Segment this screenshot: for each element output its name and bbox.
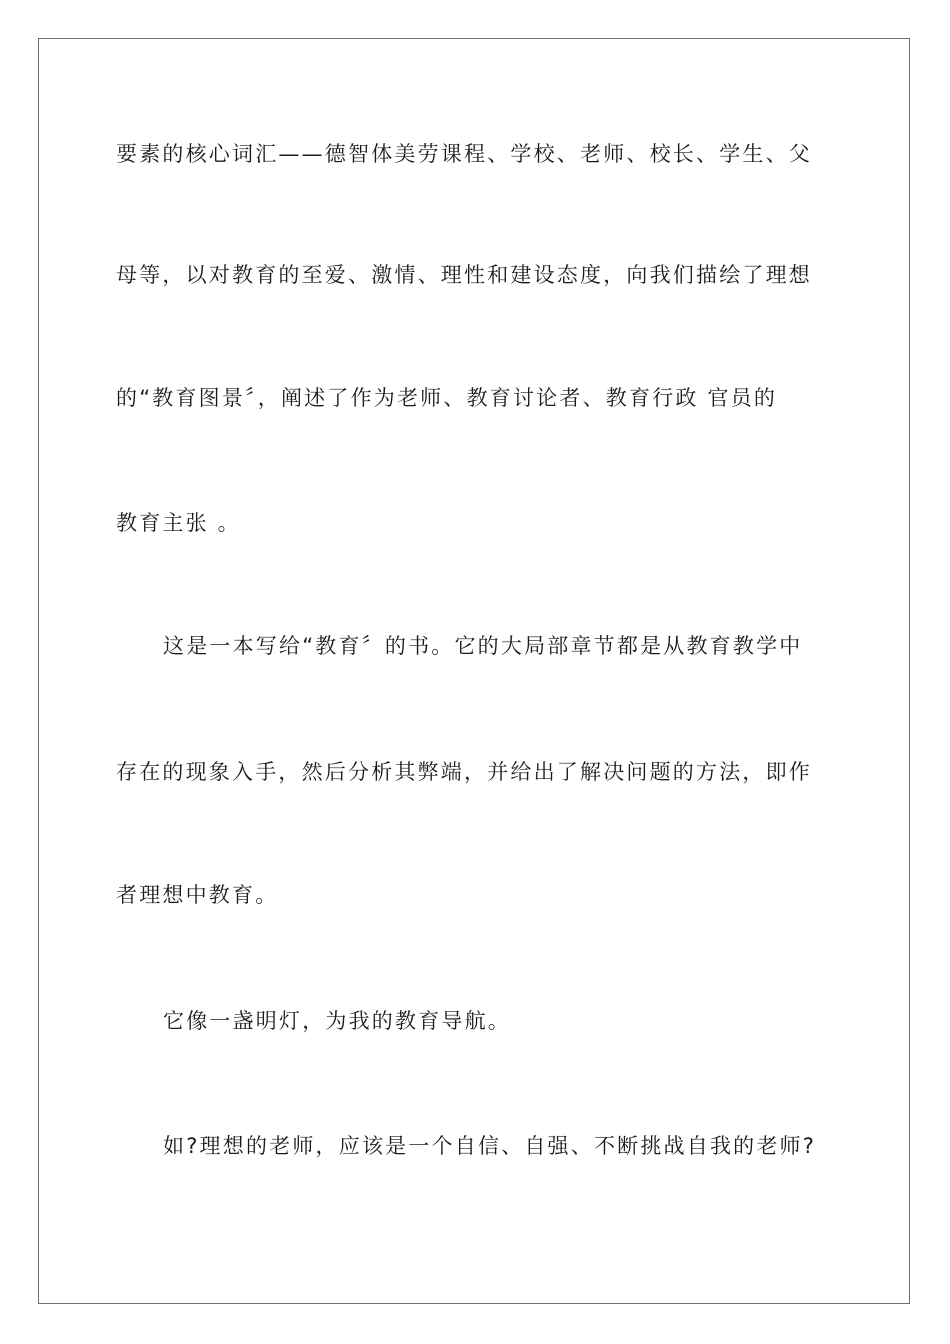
page-border — [38, 38, 910, 1304]
text-line-1: 要素的核心词汇——德智体美劳课程、学校、老师、校长、学生、父 — [116, 142, 812, 166]
text-line-4: 教育主张 。 — [116, 511, 241, 535]
text-line-2: 母等，以对教育的至爱、激情、理性和建设态度，向我们描绘了理想 — [116, 263, 812, 287]
text-line-3: 的“教育图景〞，阐述了作为老师、教育讨论者、教育行政 官员的 — [116, 386, 778, 410]
text-line-7: 者理想中教育。 — [116, 883, 279, 907]
text-line-6: 存在的现象入手，然后分析其弊端，并给出了解决问题的方法，即作 — [116, 760, 812, 784]
text-line-5: 这是一本写给“教育〞的书。它的大局部章节都是从教育教学中 — [163, 634, 803, 658]
text-line-8: 它像一盏明灯，为我的教育导航。 — [163, 1009, 511, 1033]
text-line-9: 如?理想的老师，应该是一个自信、自强、不断挑战自我的老师? — [163, 1134, 817, 1158]
